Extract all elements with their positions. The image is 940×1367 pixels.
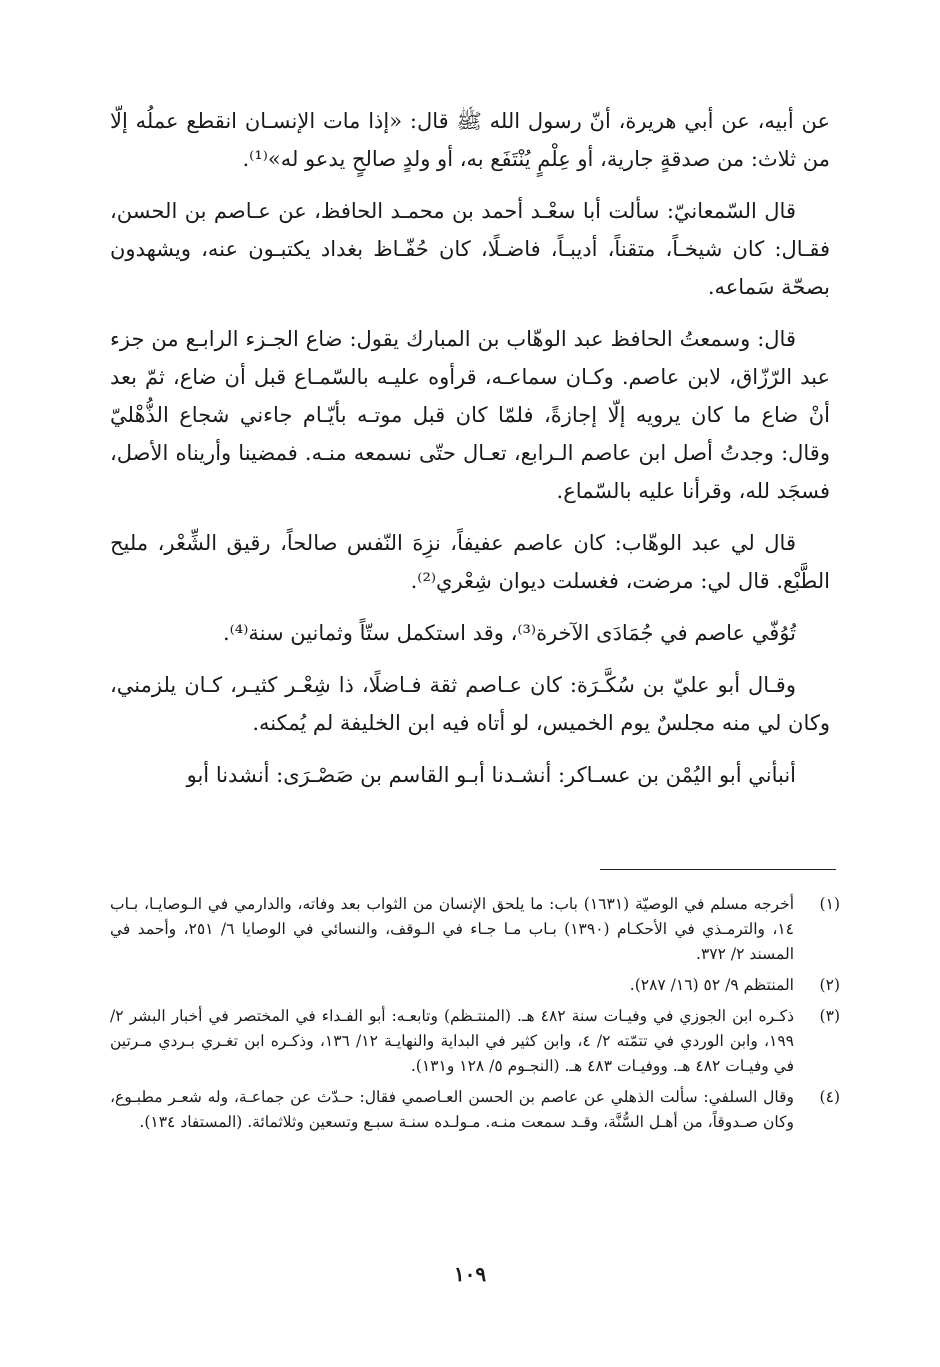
footnote-number: (١) [819,895,840,913]
main-text [110,102,830,808]
footnotes [110,892,840,1141]
paragraph-2: قال السّمعانيّ: سألت أبا سعْـد أحمد بن محمـد الحافظ، عن عـاصم بن الحسن، فقـال: كان شيخـاً، متقناً، أديبـاً، فاضـلًا، كان حُفّـاظ بغداد يكتبـون عنه، ويشهدون بصحّة سَماعه. [110,199,830,299]
footnote-text: أخرجه مسلم في الوصيّة (١٦٣١) باب: ما يلحق الإنسان من الثواب بعد وفاته، والدارمي في الـوصايـا، بـاب ١٤، والترمـذي في الأحكـام (١٣٩٠) بـاب مـا جـاء في الـوقف، والنسائي في الوصايا ٦/ ٢٥١، وأحمد في المسند ٢/ ٣٧٢. [110,895,795,963]
footnote [110,973,840,998]
paragraph-5: تُوُفّي عاصم في جُمَادَى الآخرة⁽³⁾، وقد استكمل ستّاً وثمانين سنة⁽⁴⁾. [222,621,796,645]
paragraph-6: وقـال أبو عليّ بن سُكَّـرَة: كان عـاصم ثقة فـاضلًا، ذا شِعْـر كثيـر، كـان يلزمني، وكان لي منه مجلسٌ يوم الخميس، لو أتاه فيه ابن الخليفة لم يُمكنه. [110,673,830,735]
footnote-separator [600,869,836,870]
paragraph-7: أنبأني أبو اليُمْن بن عسـاكر: أنشـدنا أبـو القاسم بن صَصْـرَى: أنشدنا أبو [186,763,796,787]
footnote [110,892,840,967]
footnote-number: (٢) [819,976,840,994]
footnote-text: وقال السلفي: سألت الذهلي عن عاصم بن الحسن العـاصمي فقال: حـدّث عن جماعـة، وله شعـر مطبـوع، وكان صـدوقاً، من أهـل السُّنَّة، وقـد سمعت منـه. مـولـده سنـة سبـع وتسعين وثلاثمائة. (المستفاد ١٣٤). [110,1088,794,1131]
paragraph-3: قال: وسمعتُ الحافظ عبد الوهّاب بن المبارك يقول: ضاع الجـزء الرابـع من جزء عبد الرّزّاق، لابن عاصم. وكـان سماعـه، قرأوه عليـه بالسّمـاع قبل أن ضاع، ثمّ بعد أنْ ضاع ما كان يرويه إلّا إجازةً، فلمّا كان قبل موتـه بأيّـام جاءني شجاع الذُّهْليّ وقال: وجدتُ أصل ابن عاصم الـرابع، تعـال حتّى نسمعه منـه. فمضينا وأريناه الأصل، فسجَد لله، وقرأنا عليه بالسّماع. [110,327,830,503]
footnote-text: ذكـره ابن الجوزي في وفيـات سنة ٤٨٢ هـ. (المنتـظم) وتابعـه: أبو الفـداء في المختصر في أخبار البشر ٢/ ١٩٩، وابن الوردي في تتمّته ٢/ ٤، وابن كثير في البداية والنهايـة ١٢/ ١٣٦، وذكـره ابن تغـري بـردي مـرتين في وفيـات ٤٨٢ هـ. ووفيـات ٤٨٣ هـ. (النجـوم ٥/ ١٢٨ و١٣١). [110,1007,794,1075]
footnote-number: (٤) [819,1088,840,1106]
footnote [110,1085,840,1135]
paragraph-1: عن أبيه، عن أبي هريرة، أنّ رسول الله ﷺ قال: «إذا مات الإنسـان انقطع عملُه إلّا من ثلاث: من صدقةٍ جارية، أو عِلْمٍ يُنْتَفَع به، أو ولدٍ صالحٍ يدعو له»⁽¹⁾. [110,109,830,171]
page-number: ١٠٩ [453,1262,487,1286]
footnote-text: المنتظم ٩/ ٥٢ (١٦/ ٢٨٧). [629,976,794,994]
paragraph-4: قال لي عبد الوهّاب: كان عاصم عفيفاً، نزِهَ النّفس صالحاً، رقيق الشِّعْر، مليح الطَّبْع. قال لي: مرضت، فغسلت ديوان شِعْري⁽²⁾. [110,531,830,593]
footnote-number: (٣) [819,1007,840,1025]
footnote [110,1004,840,1079]
